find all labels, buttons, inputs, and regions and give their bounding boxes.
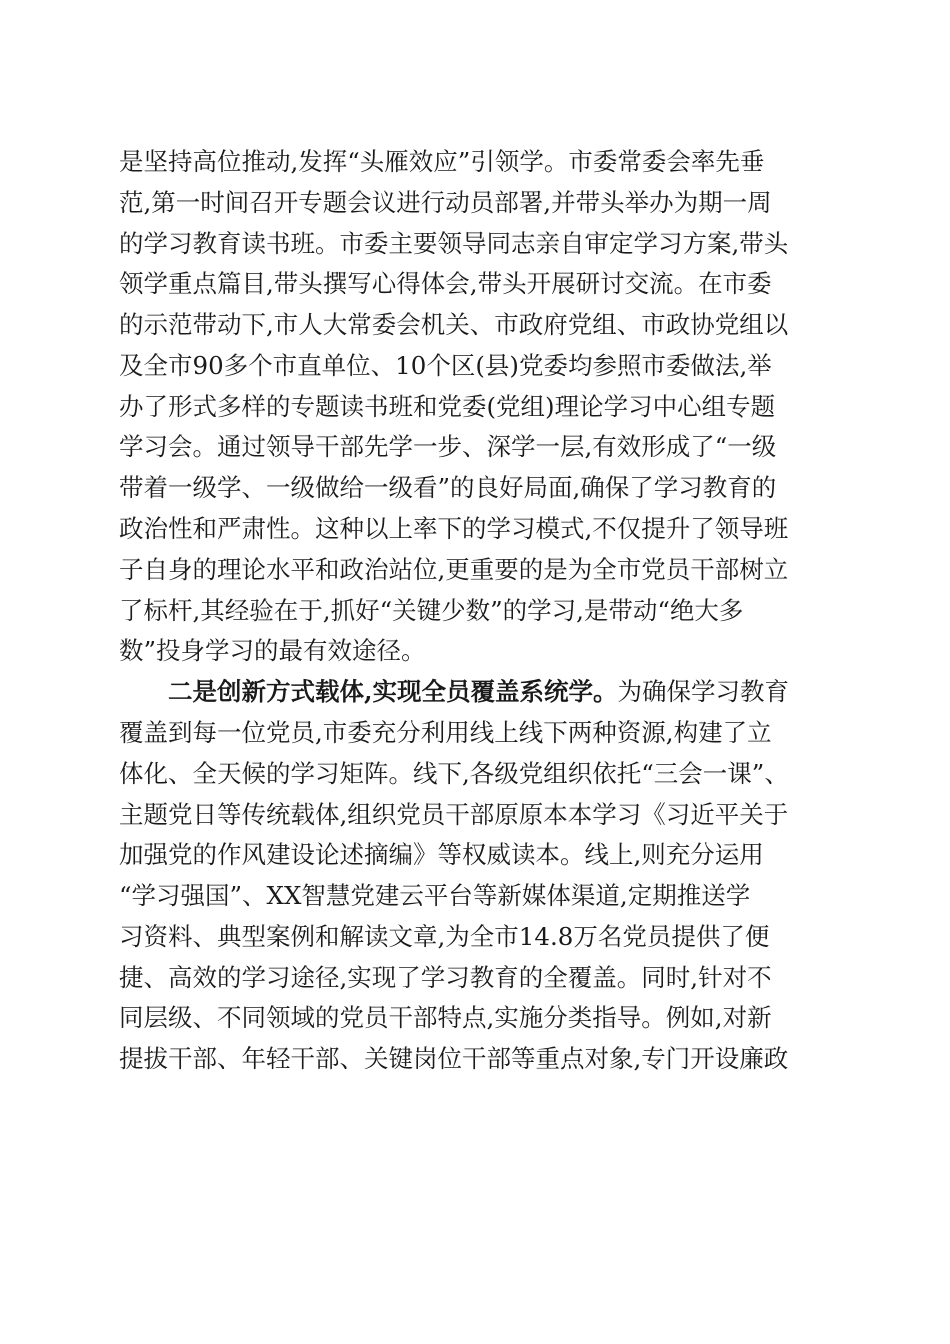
text-line: 加强党的作风建设论述摘编》等权威读本。线上,则充分运用 (119, 840, 764, 870)
text-line: 范,第一时间召开专题会议进行动员部署,并带头举办为期一周 (119, 187, 772, 217)
text-line: 的学习教育读书班。市委主要领导同志亲自审定学习方案,带头 (119, 228, 789, 258)
paragraph-2-heading: 二是创新方式载体,实现全员覆盖系统学。 (168, 677, 618, 707)
text-line: 带着一级学、一级做给一级看”的良好局面,确保了学习教育的 (119, 473, 777, 503)
text-line: 了标杆,其经验在于,抓好“关键少数”的学习,是带动“绝大多 (119, 595, 744, 625)
text-line: 及全市90多个市直单位、10个区(县)党委均参照市委做法,举 (119, 350, 772, 380)
text-line: 同层级、不同领域的党员干部特点,实施分类指导。例如,对新 (119, 1003, 772, 1033)
text-line: 政治性和严肃性。这种以上率下的学习模式,不仅提升了领导班 (119, 514, 789, 544)
paragraph-2-first-line (119, 675, 839, 709)
text-line: 体化、全天候的学习矩阵。线下,各级党组织依托“三会一课”、 (119, 758, 789, 788)
text-line: 主题党日等传统载体,组织党员干部原原本本学习《习近平关于 (119, 799, 789, 829)
text-line: 数”投身学习的最有效途径。 (119, 636, 426, 666)
document-body (119, 145, 839, 1083)
paragraph-2-first-line-rest: 为确保学习教育 (617, 677, 790, 707)
text-line: 是坚持高位推动,发挥“头雁效应”引领学。市委常委会率先垂 (119, 147, 765, 176)
text-line: 提拔干部、年轻干部、关键岗位干部等重点对象,专门开设廉政 (119, 1044, 789, 1074)
text-line: 办了形式多样的专题读书班和党委(党组)理论学习中心组专题 (119, 391, 776, 421)
text-line: 领学重点篇目,带头撰写心得体会,带头开展研讨交流。在市委 (119, 269, 772, 299)
text-line: “学习强国”、XX智慧党建云平台等新媒体渠道,定期推送学 (119, 881, 751, 911)
text-line: 子自身的理论水平和政治站位,更重要的是为全市党员干部树立 (119, 554, 789, 584)
text-line: 覆盖到每一位党员,市委充分利用线上线下两种资源,构建了立 (119, 717, 772, 747)
text-line: 学习会。通过领导干部先学一步、深学一层,有效形成了“一级 (119, 432, 777, 462)
text-line: 的示范带动下,市人大常委会机关、市政府党组、市政协党组以 (119, 310, 789, 340)
text-line: 捷、高效的学习途径,实现了学习教育的全覆盖。同时,针对不 (119, 962, 772, 992)
text-line: 习资料、典型案例和解读文章,为全市14.8万名党员提供了便 (119, 921, 770, 951)
